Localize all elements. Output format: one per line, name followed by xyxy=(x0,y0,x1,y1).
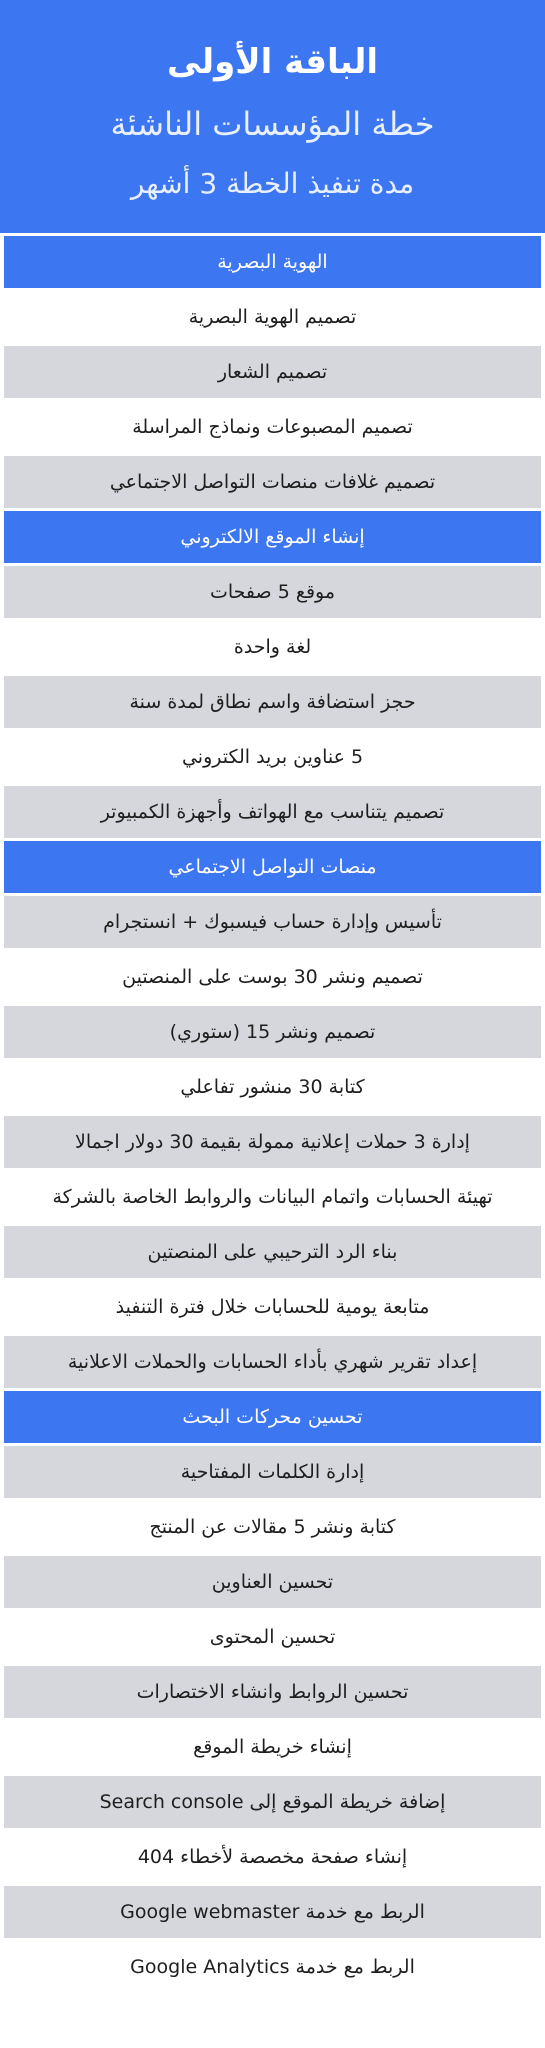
list-item xyxy=(4,951,541,1003)
section-header xyxy=(4,841,541,893)
list-item-label: تصميم ونشر 15 (ستوري) xyxy=(169,1021,376,1043)
list-item xyxy=(4,1171,541,1223)
list-item-label: إدارة 3 حملات إعلانية ممولة بقيمة 30 دولار اجمالا xyxy=(75,1131,470,1153)
list-item-label: إدارة الكلمات المفتاحية xyxy=(180,1461,365,1483)
list-item-label: تصميم ونشر 30 بوست على المنصتين xyxy=(122,966,423,988)
plan-subtitle: خطة المؤسسات الناشئة xyxy=(110,105,435,143)
list-item xyxy=(4,1776,541,1828)
list-item-label: تصميم المصبوعات ونماذج المراسلة xyxy=(132,416,413,438)
list-item-label: إعداد تقرير شهري بأداء الحسابات والحملات الاعلانية xyxy=(67,1351,478,1373)
list-item xyxy=(4,621,541,673)
list-item-label: 5 عناوين بريد الكتروني xyxy=(181,746,364,768)
list-item xyxy=(4,1666,541,1718)
list-item xyxy=(4,566,541,618)
list-item-label: تصميم غلافات منصات التواصل الاجتماعي xyxy=(109,471,436,493)
list-item xyxy=(4,1226,541,1278)
list-item xyxy=(4,1721,541,1773)
list-item xyxy=(4,1116,541,1168)
list-item-label: تحسين الروابط وانشاء الاختصارات xyxy=(136,1681,409,1703)
list-item xyxy=(4,1446,541,1498)
list-item-label: تهيئة الحسابات واتمام البيانات والروابط الخاصة بالشركة xyxy=(52,1186,493,1208)
list-item-label: تصميم الشعار xyxy=(217,361,328,383)
list-item xyxy=(4,786,541,838)
list-item-label: كتابة 30 منشور تفاعلي xyxy=(180,1076,365,1098)
list-item xyxy=(4,401,541,453)
plan-duration: مدة تنفيذ الخطة 3 أشهر xyxy=(130,167,415,200)
list-item xyxy=(4,1006,541,1058)
list-item-label: موقع 5 صفحات xyxy=(209,581,336,603)
list-item-label: الربط مع خدمة Google Analytics xyxy=(130,1956,415,1978)
list-item-label: متابعة يومية للحسابات خلال فترة التنفيذ xyxy=(115,1296,430,1318)
list-item-label: إضافة خريطة الموقع إلى Search console xyxy=(99,1791,446,1813)
list-item-label: تأسيس وإدارة حساب فيسبوك + انستجرام xyxy=(103,911,442,933)
section-label: منصات التواصل الاجتماعي xyxy=(168,856,377,878)
list-item-label: كتابة ونشر 5 مقالات عن المنتج xyxy=(149,1516,396,1538)
list-item-label: تصميم يتناسب مع الهواتف وأجهزة الكمبيوتر xyxy=(100,801,445,823)
list-item xyxy=(4,1831,541,1883)
list-item xyxy=(4,896,541,948)
section-label: إنشاء الموقع الالكتروني xyxy=(180,526,365,548)
list-item-label: الربط مع خدمة Google webmaster xyxy=(120,1901,425,1923)
list-item-label: حجز استضافة واسم نطاق لمدة سنة xyxy=(129,691,416,713)
list-item-label: لغة واحدة xyxy=(233,636,312,658)
list-item xyxy=(4,1501,541,1553)
list-item-label: بناء الرد الترحيبي على المنصتين xyxy=(147,1241,398,1263)
list-item xyxy=(4,456,541,508)
section-header xyxy=(4,236,541,288)
list-item xyxy=(4,1336,541,1388)
list-item-label: إنشاء خريطة الموقع xyxy=(193,1736,352,1758)
list-item xyxy=(4,1886,541,1938)
list-item xyxy=(4,676,541,728)
list-item-label: تصميم الهوية البصرية xyxy=(188,306,357,328)
section-header xyxy=(4,511,541,563)
list-item xyxy=(4,346,541,398)
list-item xyxy=(4,1061,541,1113)
plan-header xyxy=(0,0,545,233)
plan-title: الباقة الأولى xyxy=(166,42,379,82)
list-item-label: تحسين العناوين xyxy=(211,1571,334,1593)
list-item xyxy=(4,1281,541,1333)
list-item xyxy=(4,731,541,783)
section-label: الهوية البصرية xyxy=(217,251,328,273)
list-item xyxy=(4,291,541,343)
list-item-label: إنشاء صفحة مخصصة لأخطاء 404 xyxy=(137,1846,408,1868)
list-item-label: تحسين المحتوى xyxy=(209,1626,336,1648)
list-item xyxy=(4,1611,541,1663)
section-header xyxy=(4,1391,541,1443)
list-item xyxy=(4,1941,541,1993)
list-item xyxy=(4,1556,541,1608)
section-label: تحسين محركات البحث xyxy=(182,1406,363,1428)
